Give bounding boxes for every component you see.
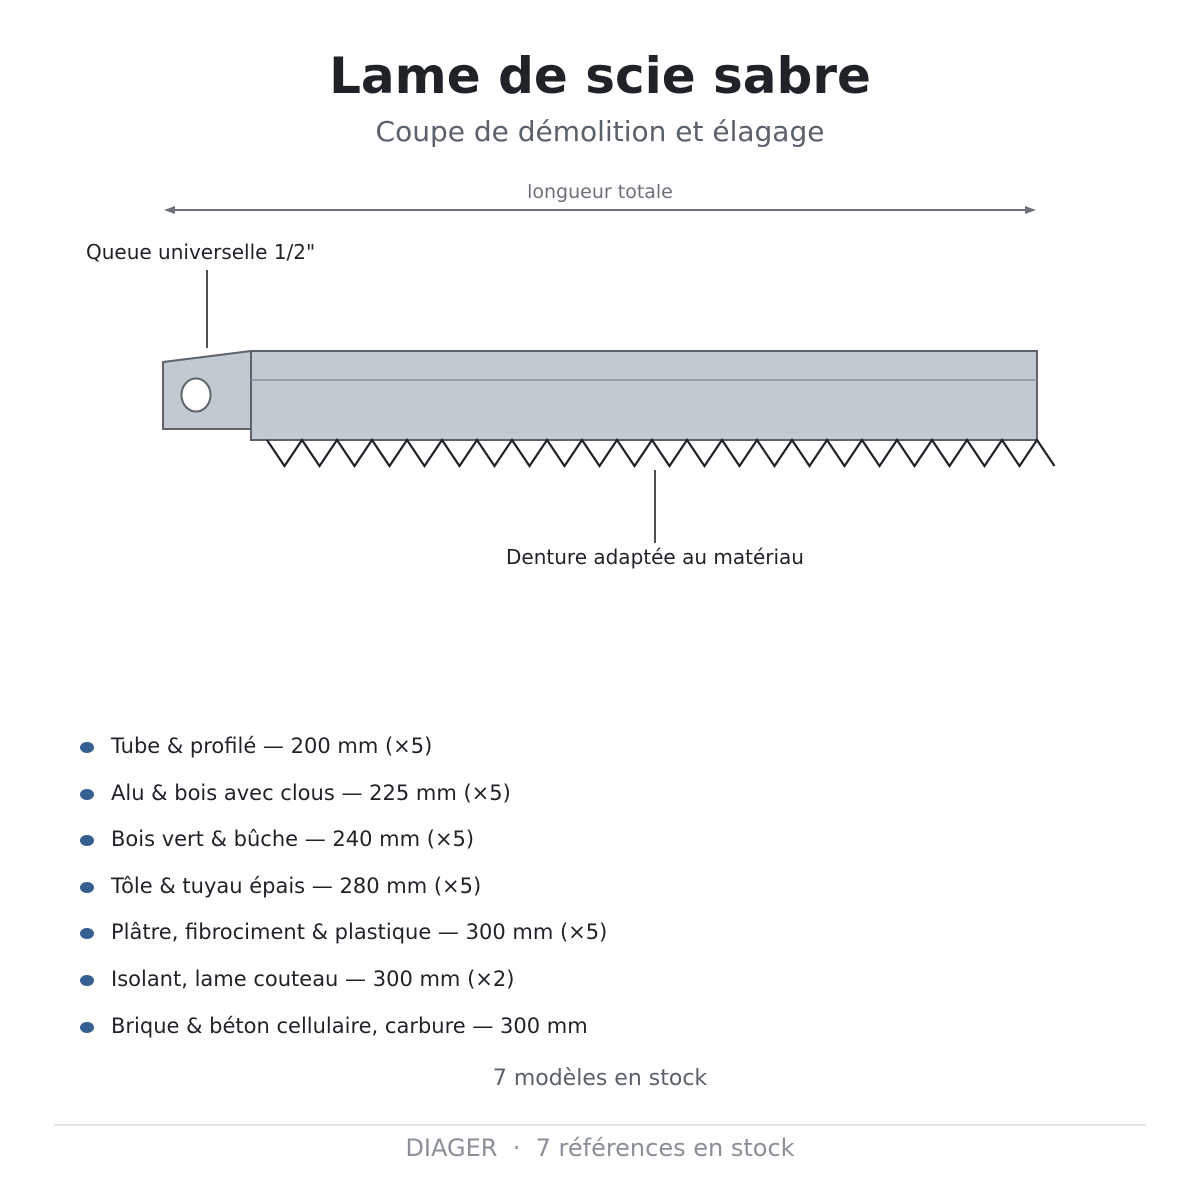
page-title: Lame de scie sabre <box>329 47 871 105</box>
dimension-arrow-right-icon <box>1025 206 1036 214</box>
model-list-item-label: Plâtre, fibrociment & plastique — 300 mm (×5) <box>111 920 608 945</box>
shank-label: Queue universelle 1/2" <box>86 240 316 264</box>
footer-separator: · <box>512 1134 521 1162</box>
dimension-label: longueur totale <box>527 181 673 203</box>
bullet-dot-icon <box>80 928 94 939</box>
stock-count: 7 modèles en stock <box>492 1066 708 1091</box>
footer <box>0 1131 1200 1165</box>
model-list-item <box>78 728 607 775</box>
model-list-item <box>78 961 607 1008</box>
blade-teeth <box>267 440 1055 466</box>
teeth-label: Denture adaptée au matériau <box>506 545 804 569</box>
model-list-item <box>78 775 607 822</box>
footer-references: 7 références en stock <box>535 1134 795 1162</box>
model-list <box>78 728 607 1054</box>
bullet-dot-icon <box>80 742 94 753</box>
bullet-dot-icon <box>80 882 94 893</box>
model-list-item-label: Brique & béton cellulaire, carbure — 300 mm <box>111 1013 588 1038</box>
page-subtitle: Coupe de démolition et élagage <box>375 115 825 148</box>
footer-divider <box>54 1124 1146 1126</box>
model-list-item <box>78 914 607 961</box>
model-list-item <box>78 1008 607 1055</box>
shank-hole <box>182 379 211 412</box>
model-list-item <box>78 868 607 915</box>
blade-body <box>251 351 1037 440</box>
model-list-item-label: Tube & profilé — 200 mm (×5) <box>111 734 433 758</box>
model-list-item-label: Tôle & tuyau épais — 280 mm (×5) <box>111 873 482 898</box>
dimension-arrow-left-icon <box>164 206 175 214</box>
bullet-dot-icon <box>80 835 94 846</box>
bullet-dot-icon <box>80 1022 94 1033</box>
model-list-item-label: Bois vert & bûche — 240 mm (×5) <box>111 827 475 852</box>
footer-brand: DIAGER <box>405 1134 498 1162</box>
model-list-item-label: Alu & bois avec clous — 225 mm (×5) <box>111 780 511 805</box>
bullet-dot-icon <box>80 789 94 800</box>
bullet-dot-icon <box>80 975 94 986</box>
model-list-item <box>78 821 607 868</box>
model-list-item-label: Isolant, lame couteau — 300 mm (×2) <box>111 966 515 991</box>
